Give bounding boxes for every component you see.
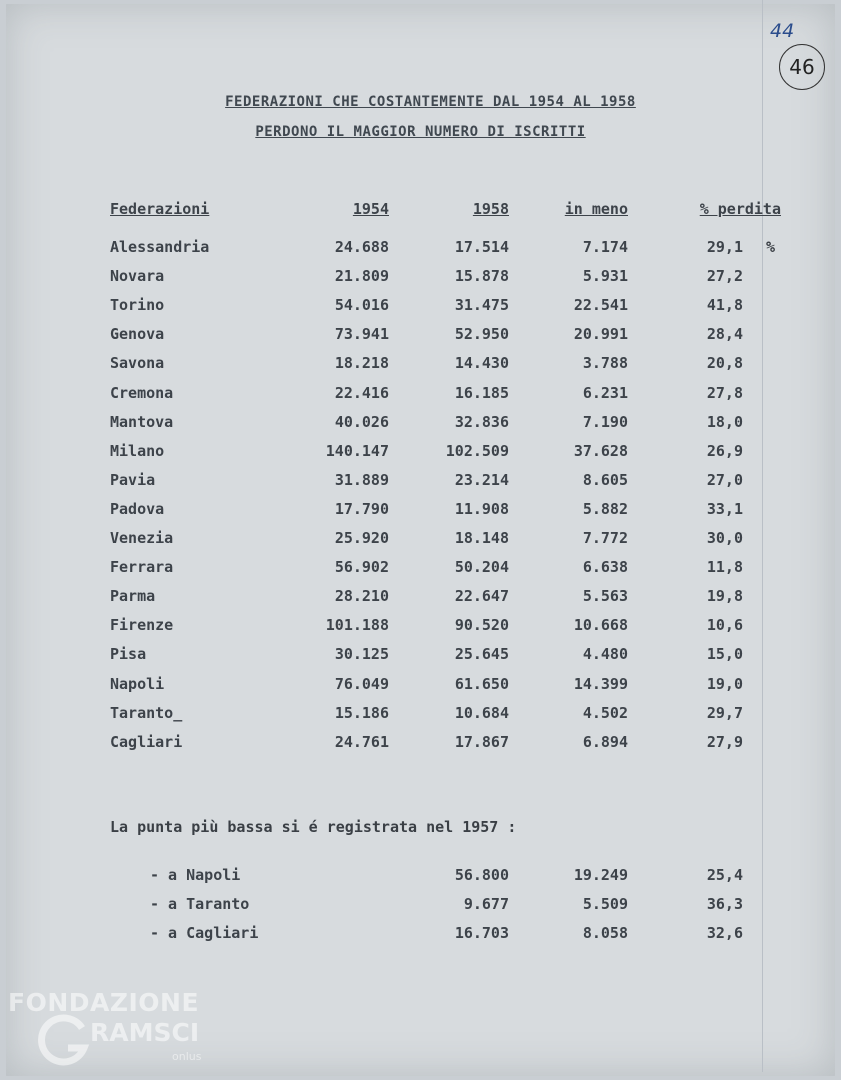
low-point-cell: 36,3 (706, 895, 743, 913)
table-cell: 5.563 (582, 587, 628, 605)
low-point-cell: 32,6 (706, 924, 743, 942)
federation-name: Taranto_ (110, 704, 183, 722)
table-cell: 4.502 (582, 704, 628, 722)
federation-name: Cremona (110, 384, 174, 402)
table-cell: 23.214 (454, 471, 509, 489)
table-cell: 19,8 (706, 587, 743, 605)
watermark-onlus: onlus (172, 1050, 202, 1063)
table-cell: 140.147 (325, 442, 389, 460)
table-cell: 102.509 (445, 442, 509, 460)
table-cell: 29,1 (706, 238, 743, 256)
low-point-cell: 8.058 (582, 924, 628, 942)
table-cell: 19,0 (706, 675, 743, 693)
table-cell: 31.889 (334, 471, 389, 489)
table-cell: 28.210 (334, 587, 389, 605)
low-point-cell: 19.249 (573, 866, 628, 884)
low-point-cell: 16.703 (454, 924, 509, 942)
table-cell: 4.480 (582, 645, 628, 663)
margin-rule (762, 0, 763, 1072)
federation-name: Mantova (110, 413, 174, 431)
table-cell: 18,0 (706, 413, 743, 431)
federation-name: Parma (110, 587, 156, 605)
low-point-city: - a Napoli (150, 866, 241, 884)
table-cell: 30.125 (334, 645, 389, 663)
table-cell: 27,0 (706, 471, 743, 489)
table-cell: 32.836 (454, 413, 509, 431)
federation-name: Napoli (110, 675, 165, 693)
federation-name: Milano (110, 442, 165, 460)
document-title-line-1: FEDERAZIONI CHE COSTANTEMENTE DAL 1954 AL 1958 (225, 94, 636, 110)
table-cell: 22.647 (454, 587, 509, 605)
table-cell: 22.416 (334, 384, 389, 402)
table-cell: 56.902 (334, 558, 389, 576)
document-title-line-2: PERDONO IL MAGGIOR NUMERO DI ISCRITTI (255, 124, 586, 140)
handwritten-page-number: 44 (770, 20, 795, 42)
table-cell: 6.638 (582, 558, 628, 576)
table-cell: 16.185 (454, 384, 509, 402)
table-cell: 29,7 (706, 704, 743, 722)
table-cell: 7.174 (582, 238, 628, 256)
table-cell: 17.867 (454, 733, 509, 751)
table-cell: 41,8 (706, 296, 743, 314)
table-cell: 14.430 (454, 354, 509, 372)
low-point-note: La punta più bassa si é registrata nel 1957 : (110, 818, 517, 836)
federation-name: Ferrara (110, 558, 174, 576)
table-cell: 28,4 (706, 325, 743, 343)
table-cell: 17.514 (454, 238, 509, 256)
table-cell: 20,8 (706, 354, 743, 372)
low-point-cell: 56.800 (454, 866, 509, 884)
header-federazioni: Federazioni (110, 200, 210, 218)
table-cell: 15,0 (706, 645, 743, 663)
table-cell: 25.920 (334, 529, 389, 547)
federation-name: Firenze (110, 616, 174, 634)
table-cell: 31.475 (454, 296, 509, 314)
percent-sign: % (766, 238, 776, 256)
low-point-city: - a Cagliari (150, 924, 259, 942)
table-cell: 6.231 (582, 384, 628, 402)
low-point-city: - a Taranto (150, 895, 250, 913)
table-cell: 101.188 (325, 616, 389, 634)
federation-name: Savona (110, 354, 165, 372)
header-1954: 1954 (352, 200, 389, 218)
table-cell: 37.628 (573, 442, 628, 460)
table-cell: 14.399 (573, 675, 628, 693)
table-cell: 76.049 (334, 675, 389, 693)
table-cell: 61.650 (454, 675, 509, 693)
federation-name: Cagliari (110, 733, 183, 751)
low-point-cell: 9.677 (463, 895, 509, 913)
table-cell: 15.878 (454, 267, 509, 285)
table-cell: 10.668 (573, 616, 628, 634)
table-cell: 33,1 (706, 500, 743, 518)
watermark-fondazione: FONDAZIONE (8, 988, 200, 1017)
header-in-meno: in meno (564, 200, 628, 218)
header-perdita: % perdita (699, 200, 781, 218)
table-cell: 90.520 (454, 616, 509, 634)
table-cell: 11.908 (454, 500, 509, 518)
federation-name: Novara (110, 267, 165, 285)
federation-name: Alessandria (110, 238, 210, 256)
table-cell: 54.016 (334, 296, 389, 314)
federation-name: Torino (110, 296, 165, 314)
table-cell: 6.894 (582, 733, 628, 751)
table-cell: 18.148 (454, 529, 509, 547)
table-cell: 26,9 (706, 442, 743, 460)
table-cell: 10,6 (706, 616, 743, 634)
table-cell: 7.190 (582, 413, 628, 431)
table-cell: 8.605 (582, 471, 628, 489)
watermark-gramsci: RAMSCI (90, 1018, 200, 1047)
table-cell: 24.761 (334, 733, 389, 751)
table-cell: 52.950 (454, 325, 509, 343)
table-cell: 27,9 (706, 733, 743, 751)
circled-page-number: 46 (779, 44, 825, 90)
federation-name: Venezia (110, 529, 174, 547)
header-1958: 1958 (472, 200, 509, 218)
table-cell: 21.809 (334, 267, 389, 285)
table-cell: 30,0 (706, 529, 743, 547)
table-cell: 5.882 (582, 500, 628, 518)
table-cell: 10.684 (454, 704, 509, 722)
table-cell: 22.541 (573, 296, 628, 314)
federation-name: Pisa (110, 645, 147, 663)
table-cell: 11,8 (706, 558, 743, 576)
table-cell: 50.204 (454, 558, 509, 576)
table-cell: 18.218 (334, 354, 389, 372)
low-point-cell: 25,4 (706, 866, 743, 884)
table-cell: 5.931 (582, 267, 628, 285)
table-cell: 17.790 (334, 500, 389, 518)
watermark-g-logo-icon (34, 1012, 92, 1070)
federation-name: Pavia (110, 471, 156, 489)
table-cell: 7.772 (582, 529, 628, 547)
table-cell: 24.688 (334, 238, 389, 256)
table-cell: 3.788 (582, 354, 628, 372)
table-cell: 73.941 (334, 325, 389, 343)
table-cell: 27,2 (706, 267, 743, 285)
table-cell: 15.186 (334, 704, 389, 722)
federation-name: Genova (110, 325, 165, 343)
table-cell: 20.991 (573, 325, 628, 343)
table-cell: 27,8 (706, 384, 743, 402)
table-cell: 40.026 (334, 413, 389, 431)
table-cell: 25.645 (454, 645, 509, 663)
low-point-cell: 5.509 (582, 895, 628, 913)
federation-name: Padova (110, 500, 165, 518)
